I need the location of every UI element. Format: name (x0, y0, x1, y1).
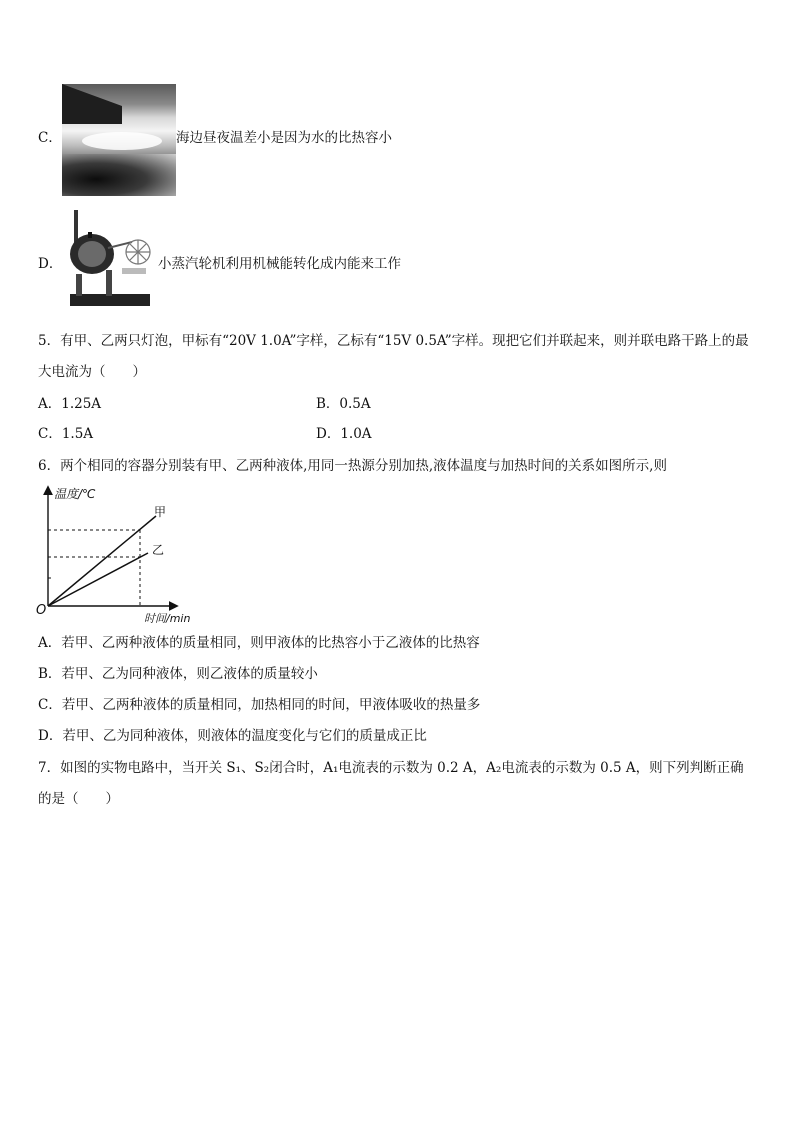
q5-stem-line2: 大电流为（ ） (38, 364, 146, 380)
q7-stem-line2: 的是（ ） (38, 791, 119, 807)
q5-stem-line1: 5．有甲、乙两只灯泡，甲标有“20V 1.0A”字样，乙标有“15V 0.5A”字样。现把它们并联起来，则并联电路干路上的最 (38, 333, 749, 349)
x-axis-label: 时间/min (144, 612, 191, 625)
q6-option-c: C．若甲、乙两种液体的质量相同，加热相同的时间，甲液体吸收的热量多 (38, 697, 481, 713)
q6-stem: 6．两个相同的容器分别装有甲、乙两种液体,用同一热源分别加热,液体温度与加热时间的关系如图所示,则 (38, 458, 667, 474)
option-d-caption: 小蒸汽轮机利用机械能转化成内能来工作 (158, 256, 401, 272)
y-axis-label: 温度/℃ (54, 487, 96, 501)
option-c-caption: 海边昼夜温差小是因为水的比热容小 (176, 130, 392, 146)
q6-option-a: A．若甲、乙两种液体的质量相同，则甲液体的比热容小于乙液体的比热容 (38, 635, 480, 651)
q5-option-d: D．1.0A (316, 426, 372, 442)
q7-stem-line1: 7．如图的实物电路中，当开关 S₁、S₂闭合时，A₁电流表的示数为 0.2 A，A₂电流表的示数为 0.5 A，则下列判断正确 (38, 760, 744, 776)
line-jia-label: 甲 (154, 505, 167, 519)
line-yi (48, 553, 148, 606)
q5-option-b: B．0.5A (316, 396, 371, 412)
q6-option-d: D．若甲、乙为同种液体，则液体的温度变化与它们的质量成正比 (38, 728, 427, 744)
q6-option-b: B．若甲、乙为同种液体，则乙液体的质量较小 (38, 666, 318, 682)
q5-option-c: C．1.5A (38, 426, 94, 442)
steam-turbine-photo (62, 208, 158, 314)
q5-option-a: A．1.25A (38, 396, 102, 412)
temperature-time-chart (30, 482, 200, 627)
option-c-label: C． (38, 130, 62, 146)
option-d-label: D． (38, 256, 63, 272)
seaside-photo (62, 84, 176, 196)
line-yi-label: 乙 (152, 543, 165, 557)
origin-label: O (36, 603, 47, 618)
